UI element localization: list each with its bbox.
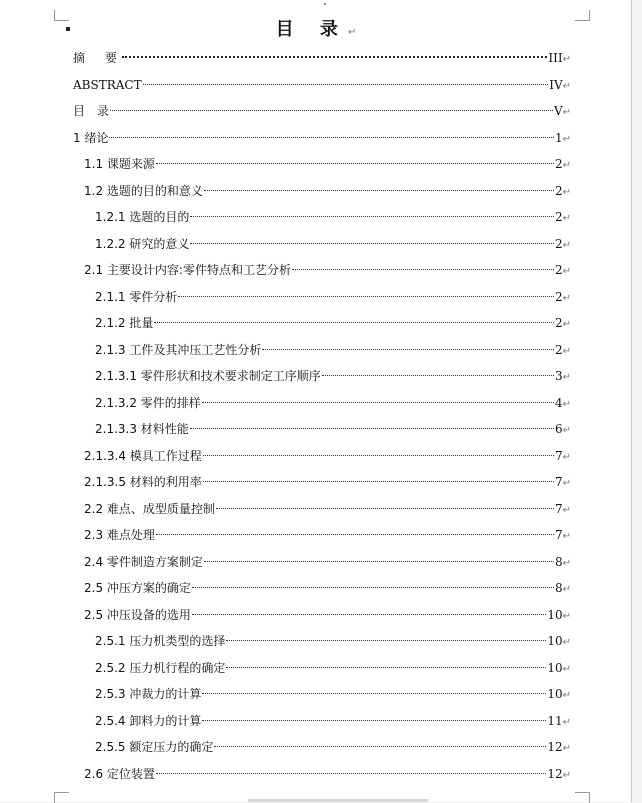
toc-leader-dots — [156, 772, 546, 774]
toc-page-number: IV — [549, 77, 563, 92]
toc-entry-label: 1.2 选题的目的和意义 — [84, 183, 203, 198]
toc-leader-dots — [122, 55, 547, 58]
toc-entry-label: 2.1.2 批量 — [95, 316, 154, 330]
paragraph-mark: ↵ — [562, 663, 571, 675]
toc-entry[interactable] — [84, 182, 571, 200]
paragraph-mark: ↵ — [562, 54, 571, 65]
toc-page-number: 7 — [554, 528, 563, 542]
toc-leader-dots — [216, 507, 554, 509]
toc-entry[interactable] — [95, 420, 571, 438]
toc-leader-dots — [190, 242, 554, 244]
paragraph-mark: ↵ — [562, 637, 571, 648]
paragraph-mark: ↵ — [562, 372, 571, 383]
toc-entry-label: 1.2.1 选题的目的 — [95, 210, 190, 224]
toc-entry[interactable] — [95, 685, 571, 703]
toc-leader-dots — [226, 666, 546, 668]
toc-entry[interactable] — [95, 738, 571, 756]
paragraph-mark: ↵ — [562, 610, 571, 622]
toc-entry-label: 摘 要 — [73, 51, 122, 65]
toc-page-number: 10 — [547, 660, 563, 675]
toc-entry[interactable] — [84, 473, 571, 491]
toc-entry[interactable] — [95, 712, 571, 730]
paragraph-mark: ↵ — [562, 266, 571, 277]
paragraph-mark: ↵ — [562, 743, 571, 754]
paragraph-mark: ↵ — [562, 133, 571, 145]
toc-leader-dots — [109, 136, 554, 138]
toc-page-number: 10 — [547, 687, 563, 701]
toc-page-number: 8 — [554, 581, 563, 595]
toc-entry[interactable] — [95, 341, 571, 359]
toc-page-number: 2 — [554, 316, 563, 330]
toc-leader-dots — [226, 639, 546, 641]
toc-entry-label: 2.1.3.3 材料性能 — [95, 422, 189, 436]
toc-page-number: 4 — [554, 395, 563, 410]
toc-entry-label: 2.1.3.4 模具工作过程 — [84, 448, 202, 463]
toc-entry[interactable] — [95, 288, 571, 306]
toc-page-number: 10 — [547, 607, 563, 622]
toc-entry-label: 2.5.4 卸料力的计算 — [95, 713, 202, 728]
paragraph-mark: ↵ — [562, 451, 571, 463]
toc-entry[interactable] — [84, 606, 571, 624]
toc-leader-dots — [204, 189, 554, 191]
margin-corner-bottom-right — [575, 792, 590, 803]
toc-title — [0, 15, 632, 41]
toc-entry-label: 2.4 零件制造方案制定 — [84, 554, 203, 569]
toc-leader-dots — [190, 215, 554, 217]
toc-page-number: 1 — [554, 130, 563, 145]
toc-page-number: 2 — [554, 210, 563, 224]
toc-leader-dots — [190, 427, 554, 429]
paragraph-mark: ↵ — [562, 292, 571, 304]
toc-entry-label: 2.1.3.2 零件的排样 — [95, 395, 201, 410]
toc-entry[interactable] — [95, 367, 571, 385]
toc-title-text: 目 录 — [275, 19, 348, 40]
paragraph-mark: ↵ — [562, 345, 571, 357]
toc-entry-label: 2.1.3.1 零件形状和技术要求制定工序顺序 — [95, 369, 321, 383]
toc-leader-dots — [292, 268, 554, 270]
toc-entry[interactable] — [95, 659, 571, 677]
toc-leader-dots — [156, 533, 554, 535]
toc-leader-dots — [154, 321, 554, 323]
toc-entry[interactable] — [73, 76, 571, 94]
toc-entry[interactable] — [95, 394, 571, 412]
paragraph-mark: ↵ — [562, 239, 571, 251]
toc-entry[interactable] — [73, 49, 571, 67]
toc-entry-label: 2.5.5 额定压力的确定 — [95, 740, 214, 754]
toc-page-number: 2 — [554, 183, 563, 198]
toc-leader-dots — [203, 454, 554, 456]
toc-leader-dots — [214, 745, 546, 747]
toc-entry[interactable] — [84, 765, 571, 783]
toc-entry-label: 目 录 — [73, 104, 110, 118]
paragraph-mark: ↵ — [562, 478, 571, 489]
paragraph-mark: ↵ — [562, 160, 571, 171]
ruler-marker — [324, 3, 326, 5]
toc-entry[interactable] — [84, 261, 571, 279]
paragraph-mark: ↵ — [562, 398, 571, 410]
toc-leader-dots — [203, 480, 554, 482]
toc-entry-label: 1 绪论 — [73, 130, 109, 145]
paragraph-mark: ↵ — [562, 425, 571, 436]
paragraph-mark: ↵ — [562, 531, 571, 542]
paragraph-mark: ↵ — [562, 716, 571, 728]
toc-page-number: 7 — [554, 501, 563, 516]
toc-entry[interactable] — [84, 447, 571, 465]
toc-leader-dots — [202, 692, 546, 694]
toc-entry[interactable] — [84, 579, 571, 597]
toc-entry-label: 2.1.1 零件分析 — [95, 289, 178, 304]
toc-page-number: 11 — [547, 713, 563, 728]
toc-entry[interactable] — [84, 526, 571, 544]
toc-entry[interactable] — [73, 102, 571, 120]
toc-entry[interactable] — [95, 314, 571, 332]
toc-entry[interactable] — [84, 155, 571, 173]
toc-page-number: 2 — [554, 342, 563, 357]
toc-entry-label: 2.2 难点、成型质量控制 — [84, 501, 215, 516]
toc-page-number: 2 — [554, 157, 563, 171]
toc-entry-label: 2.3 难点处理 — [84, 528, 155, 542]
toc-entry-label: 2.5 冲压方案的确定 — [84, 581, 191, 595]
toc-entry-label: 1.2.2 研究的意义 — [95, 236, 190, 251]
toc-entry-label: 2.6 定位装置 — [84, 766, 155, 781]
toc-page-number: 12 — [547, 766, 563, 781]
toc-entry-label: 2.5.1 压力机类型的选择 — [95, 634, 226, 648]
toc-page-number: III — [548, 51, 563, 65]
paragraph-mark: ↵ — [562, 584, 571, 595]
toc-entry-label: 2.1.3.5 材料的利用率 — [84, 475, 202, 489]
paragraph-mark: ↵ — [562, 213, 571, 224]
toc-entry-label: 1.1 课题来源 — [84, 157, 155, 171]
paragraph-mark: ↵ — [562, 186, 571, 198]
toc-leader-dots — [143, 83, 549, 85]
paragraph-mark: ↵ — [562, 107, 571, 118]
toc-entry[interactable] — [95, 208, 571, 226]
toc-page-number: 2 — [554, 263, 563, 277]
toc-page-number: 7 — [554, 475, 563, 489]
toc-leader-dots — [178, 295, 554, 297]
toc-leader-dots — [204, 560, 554, 562]
toc-leader-dots — [322, 374, 554, 376]
toc-leader-dots — [202, 401, 554, 403]
toc-page-number: 8 — [554, 554, 563, 569]
toc-leader-dots — [192, 586, 554, 588]
toc-leader-dots — [156, 162, 554, 164]
toc-entry-label: 2.1.3 工件及其冲压工艺性分析 — [95, 342, 262, 357]
margin-corner-bottom-left — [54, 792, 69, 803]
toc-leader-dots — [202, 719, 546, 721]
toc-page-number: 10 — [547, 634, 563, 648]
toc-entry[interactable] — [95, 235, 571, 253]
toc-entry[interactable] — [84, 500, 571, 518]
toc-entry-label: 2.5 冲压设备的选用 — [84, 607, 191, 622]
paragraph-mark: ↵ — [562, 557, 571, 569]
toc-page-number: 2 — [554, 289, 563, 304]
toc-page-number: 3 — [554, 369, 563, 383]
toc-leader-dots — [110, 109, 553, 111]
toc-entry[interactable] — [84, 553, 571, 571]
paragraph-mark: ↵ — [562, 319, 571, 330]
toc-leader-dots — [192, 613, 546, 615]
toc-entry-label: 2.5.3 冲裁力的计算 — [95, 687, 202, 701]
paragraph-mark: ↵ — [562, 504, 571, 516]
paragraph-mark: ↵ — [562, 690, 571, 701]
toc-entry[interactable] — [95, 632, 571, 650]
paragraph-mark: ↵ — [562, 769, 571, 781]
toc-entry-label: 2.1 主要设计内容:零件特点和工艺分析 — [84, 263, 291, 277]
toc-page-number: V — [553, 104, 563, 118]
paragraph-mark: ↵ — [347, 27, 357, 38]
toc-leader-dots — [262, 348, 554, 350]
toc-entry[interactable] — [73, 129, 571, 147]
toc-page-number: 6 — [554, 422, 563, 436]
toc-entry-label: ABSTRACT — [73, 77, 142, 92]
toc-page-number: 7 — [554, 448, 563, 463]
toc-page-number: 2 — [554, 236, 563, 251]
paragraph-mark: ↵ — [562, 80, 571, 92]
toc-page-number: 12 — [547, 740, 563, 754]
toc-entry-label: 2.5.2 压力机行程的确定 — [95, 660, 226, 675]
